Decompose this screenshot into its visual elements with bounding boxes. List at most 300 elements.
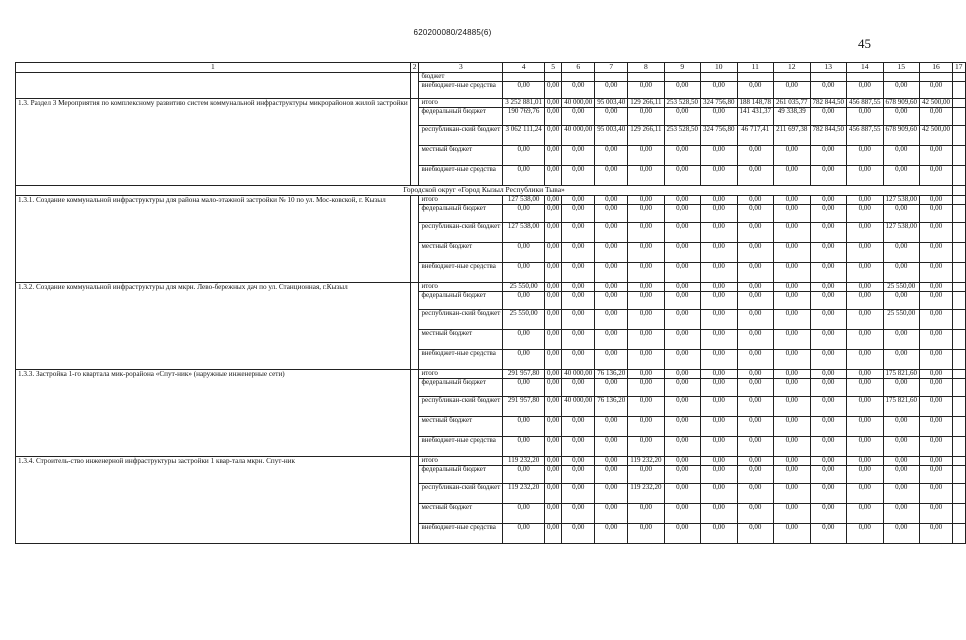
value-cell: 0,00 — [920, 242, 953, 262]
value-cell: 0,00 — [701, 81, 738, 98]
funding-source: республикан-ский бюджет — [419, 483, 503, 503]
value-cell: 0,00 — [562, 503, 595, 523]
value-cell: 0,00 — [664, 329, 701, 349]
value-cell — [595, 73, 628, 82]
value-cell: 0,00 — [883, 378, 920, 396]
value-cell: 0,00 — [595, 465, 628, 483]
value-cell: 0,00 — [883, 416, 920, 436]
value-cell: 0,00 — [920, 416, 953, 436]
value-cell: 0,00 — [628, 222, 664, 242]
value-cell: 0,00 — [920, 291, 953, 309]
value-cell: 0,00 — [810, 145, 847, 165]
column-header: 6 — [562, 63, 595, 73]
value-cell: 0,00 — [664, 291, 701, 309]
value-cell: 0,00 — [701, 369, 738, 378]
value-cell: 0,00 — [701, 282, 738, 291]
value-cell: 0,00 — [920, 222, 953, 242]
value-cell: 0,00 — [883, 291, 920, 309]
column-header: 14 — [847, 63, 884, 73]
empty-cell — [953, 349, 966, 369]
value-cell: 324 756,80 — [701, 125, 738, 145]
value-cell — [562, 73, 595, 82]
value-cell: 0,00 — [847, 503, 884, 523]
empty-cell — [953, 145, 966, 165]
value-cell: 0,00 — [503, 503, 545, 523]
column-header: 7 — [595, 63, 628, 73]
value-cell: 0,00 — [810, 349, 847, 369]
value-cell: 0,00 — [701, 436, 738, 456]
value-cell: 0,00 — [545, 378, 562, 396]
value-cell — [920, 73, 953, 82]
value-cell: 0,00 — [545, 483, 562, 503]
column-header-row — [16, 63, 966, 73]
value-cell: 42 500,00 — [920, 98, 953, 107]
funding-source: внебюджет-ные средства — [419, 436, 503, 456]
value-cell: 253 528,50 — [664, 125, 701, 145]
column-header: 8 — [628, 63, 664, 73]
column-2-cell — [410, 456, 419, 543]
value-cell: 0,00 — [847, 204, 884, 222]
event-title: 1.3. Раздел 3 Мероприятия по комплексному развитию систем коммунальной инфраструктуры микрорайонов жилой застройки — [16, 98, 411, 185]
empty-cell — [953, 503, 966, 523]
empty-cell — [953, 369, 966, 378]
funding-source: внебюджет-ные средства — [419, 349, 503, 369]
value-cell: 0,00 — [503, 145, 545, 165]
value-cell: 0,00 — [701, 483, 738, 503]
empty-cell — [953, 107, 966, 125]
value-cell: 0,00 — [545, 465, 562, 483]
value-cell: 119 232,20 — [503, 483, 545, 503]
value-cell: 0,00 — [562, 329, 595, 349]
value-cell: 0,00 — [737, 349, 774, 369]
empty-cell — [953, 125, 966, 145]
value-cell: 127 538,00 — [883, 222, 920, 242]
value-cell: 0,00 — [562, 222, 595, 242]
value-cell: 0,00 — [701, 503, 738, 523]
value-cell: 0,00 — [545, 145, 562, 165]
value-cell: 0,00 — [562, 436, 595, 456]
value-cell: 0,00 — [664, 396, 701, 416]
empty-cell — [953, 523, 966, 543]
value-cell: 0,00 — [883, 483, 920, 503]
value-cell: 40 000,00 — [562, 98, 595, 107]
value-cell: 0,00 — [664, 282, 701, 291]
funding-source: итого — [419, 98, 503, 107]
value-cell: 0,00 — [628, 282, 664, 291]
column-header: 15 — [883, 63, 920, 73]
value-cell: 0,00 — [595, 456, 628, 465]
value-cell: 0,00 — [774, 523, 811, 543]
value-cell — [701, 73, 738, 82]
value-cell: 0,00 — [774, 329, 811, 349]
value-cell: 0,00 — [774, 309, 811, 329]
value-cell: 0,00 — [774, 465, 811, 483]
section-divider-row — [16, 185, 966, 195]
value-cell: 25 550,00 — [503, 282, 545, 291]
value-cell: 0,00 — [883, 436, 920, 456]
value-cell: 0,00 — [920, 81, 953, 98]
value-cell: 0,00 — [847, 378, 884, 396]
funding-source: внебюджет-ные средства — [419, 262, 503, 282]
value-cell: 0,00 — [664, 81, 701, 98]
value-cell: 0,00 — [503, 378, 545, 396]
value-cell: 0,00 — [774, 81, 811, 98]
value-cell: 0,00 — [737, 222, 774, 242]
value-cell: 0,00 — [774, 436, 811, 456]
value-cell: 0,00 — [737, 262, 774, 282]
funding-source: республикан-ский бюджет — [419, 222, 503, 242]
section-divider: Городской округ «Город Кызыл Республики Тыва» — [16, 185, 953, 195]
value-cell: 0,00 — [595, 195, 628, 204]
value-cell: 0,00 — [664, 165, 701, 185]
value-cell: 0,00 — [595, 349, 628, 369]
value-cell: 0,00 — [701, 195, 738, 204]
value-cell: 0,00 — [545, 369, 562, 378]
funding-source: федеральный бюджет — [419, 465, 503, 483]
value-cell: 0,00 — [545, 523, 562, 543]
value-cell: 0,00 — [664, 222, 701, 242]
value-cell: 0,00 — [810, 107, 847, 125]
value-cell: 0,00 — [628, 107, 664, 125]
value-cell: 0,00 — [701, 145, 738, 165]
value-cell: 119 232,20 — [628, 483, 664, 503]
value-cell: 678 909,60 — [883, 98, 920, 107]
value-cell: 95 003,40 — [595, 98, 628, 107]
funding-source: бюджет — [419, 73, 503, 82]
value-cell: 0,00 — [737, 165, 774, 185]
value-cell: 0,00 — [810, 242, 847, 262]
value-cell: 0,00 — [847, 291, 884, 309]
value-cell: 0,00 — [774, 416, 811, 436]
funding-source: итого — [419, 456, 503, 465]
table-row — [16, 282, 966, 291]
value-cell: 0,00 — [503, 465, 545, 483]
value-cell: 119 232,20 — [503, 456, 545, 465]
value-cell: 0,00 — [883, 456, 920, 465]
column-header: 10 — [701, 63, 738, 73]
value-cell: 0,00 — [628, 396, 664, 416]
funding-source: федеральный бюджет — [419, 204, 503, 222]
value-cell: 0,00 — [562, 523, 595, 543]
value-cell: 0,00 — [562, 107, 595, 125]
value-cell: 0,00 — [664, 349, 701, 369]
value-cell: 0,00 — [883, 465, 920, 483]
value-cell: 0,00 — [810, 204, 847, 222]
empty-cell — [953, 73, 966, 82]
value-cell: 0,00 — [810, 282, 847, 291]
event-title: 1.3.1. Создание коммунальной инфраструктуры для района мало-этажной застройки № 10 по ул. Мос-ковской, г. Кызыл — [16, 195, 411, 282]
value-cell: 0,00 — [920, 369, 953, 378]
value-cell: 0,00 — [810, 262, 847, 282]
value-cell: 0,00 — [737, 81, 774, 98]
value-cell: 0,00 — [701, 416, 738, 436]
value-cell: 0,00 — [847, 282, 884, 291]
funding-source: итого — [419, 369, 503, 378]
table-row — [16, 195, 966, 204]
funding-source: местный бюджет — [419, 416, 503, 436]
value-cell: 0,00 — [545, 242, 562, 262]
value-cell — [737, 73, 774, 82]
value-cell: 0,00 — [664, 523, 701, 543]
value-cell: 0,00 — [628, 523, 664, 543]
column-header: 11 — [737, 63, 774, 73]
value-cell: 119 232,20 — [628, 456, 664, 465]
value-cell: 0,00 — [883, 81, 920, 98]
value-cell: 0,00 — [737, 465, 774, 483]
value-cell: 0,00 — [920, 436, 953, 456]
value-cell: 175 821,60 — [883, 396, 920, 416]
value-cell: 0,00 — [595, 165, 628, 185]
empty-cell — [953, 329, 966, 349]
value-cell: 0,00 — [810, 165, 847, 185]
value-cell: 0,00 — [920, 523, 953, 543]
value-cell: 0,00 — [503, 416, 545, 436]
empty-cell — [953, 416, 966, 436]
value-cell: 0,00 — [664, 416, 701, 436]
value-cell: 0,00 — [701, 396, 738, 416]
value-cell: 0,00 — [503, 291, 545, 309]
value-cell: 0,00 — [545, 396, 562, 416]
value-cell: 0,00 — [737, 436, 774, 456]
value-cell: 127 538,00 — [883, 195, 920, 204]
value-cell: 0,00 — [628, 378, 664, 396]
value-cell: 0,00 — [847, 396, 884, 416]
empty-cell — [953, 309, 966, 329]
value-cell: 0,00 — [774, 262, 811, 282]
value-cell: 0,00 — [562, 81, 595, 98]
empty-cell — [953, 396, 966, 416]
empty-cell — [953, 262, 966, 282]
funding-source: федеральный бюджет — [419, 378, 503, 396]
value-cell: 0,00 — [595, 107, 628, 125]
value-cell: 0,00 — [847, 465, 884, 483]
column-2-cell — [410, 195, 419, 282]
value-cell — [664, 73, 701, 82]
value-cell: 0,00 — [701, 309, 738, 329]
value-cell: 0,00 — [595, 262, 628, 282]
column-header: 5 — [545, 63, 562, 73]
value-cell: 0,00 — [883, 204, 920, 222]
value-cell: 0,00 — [883, 242, 920, 262]
empty-cell — [953, 222, 966, 242]
value-cell: 0,00 — [628, 165, 664, 185]
event-title: 1.3.3. Застройка 1-го квартала мик-рорайона «Спут-ник» (наружные инженерные сети) — [16, 369, 411, 456]
value-cell: 0,00 — [920, 204, 953, 222]
event-title: 1.3.2. Создание коммунальной инфраструктуры для мкрн. Лево-бережных дач по ул. Станционная, г.Кызыл — [16, 282, 411, 369]
value-cell: 0,00 — [503, 204, 545, 222]
value-cell: 0,00 — [664, 309, 701, 329]
value-cell: 0,00 — [628, 329, 664, 349]
value-cell: 0,00 — [545, 282, 562, 291]
value-cell: 0,00 — [628, 145, 664, 165]
value-cell: 0,00 — [774, 483, 811, 503]
value-cell: 0,00 — [545, 291, 562, 309]
value-cell: 0,00 — [545, 195, 562, 204]
value-cell: 0,00 — [545, 107, 562, 125]
value-cell: 0,00 — [562, 282, 595, 291]
value-cell: 0,00 — [883, 329, 920, 349]
funding-source: республикан-ский бюджет — [419, 309, 503, 329]
value-cell: 0,00 — [595, 523, 628, 543]
value-cell: 0,00 — [701, 329, 738, 349]
value-cell: 253 528,50 — [664, 98, 701, 107]
value-cell: 0,00 — [920, 378, 953, 396]
value-cell: 175 821,60 — [883, 369, 920, 378]
value-cell: 0,00 — [562, 195, 595, 204]
value-cell: 0,00 — [810, 523, 847, 543]
value-cell: 0,00 — [545, 329, 562, 349]
value-cell: 0,00 — [737, 523, 774, 543]
funding-source: местный бюджет — [419, 242, 503, 262]
value-cell: 0,00 — [774, 369, 811, 378]
value-cell: 127 538,00 — [503, 222, 545, 242]
value-cell: 0,00 — [847, 483, 884, 503]
event-title — [16, 73, 411, 99]
value-cell: 0,00 — [737, 242, 774, 262]
value-cell: 0,00 — [883, 107, 920, 125]
value-cell: 0,00 — [503, 242, 545, 262]
value-cell: 0,00 — [628, 416, 664, 436]
value-cell: 0,00 — [883, 523, 920, 543]
value-cell: 0,00 — [737, 204, 774, 222]
value-cell: 0,00 — [737, 282, 774, 291]
value-cell: 0,00 — [628, 309, 664, 329]
value-cell: 0,00 — [664, 436, 701, 456]
value-cell: 0,00 — [847, 369, 884, 378]
value-cell: 0,00 — [701, 291, 738, 309]
value-cell: 0,00 — [595, 242, 628, 262]
value-cell: 0,00 — [774, 282, 811, 291]
column-2-cell — [410, 282, 419, 369]
value-cell: 0,00 — [774, 195, 811, 204]
value-cell: 0,00 — [774, 242, 811, 262]
value-cell: 0,00 — [920, 195, 953, 204]
value-cell — [545, 73, 562, 82]
value-cell: 0,00 — [920, 483, 953, 503]
value-cell: 0,00 — [595, 291, 628, 309]
table-row — [16, 98, 966, 107]
value-cell: 0,00 — [545, 456, 562, 465]
empty-cell — [953, 81, 966, 98]
value-cell: 188 148,78 — [737, 98, 774, 107]
value-cell: 76 136,20 — [595, 369, 628, 378]
value-cell: 0,00 — [545, 125, 562, 145]
value-cell: 0,00 — [562, 416, 595, 436]
value-cell: 95 003,40 — [595, 125, 628, 145]
value-cell: 0,00 — [545, 262, 562, 282]
column-2-cell — [410, 98, 419, 185]
value-cell: 0,00 — [664, 195, 701, 204]
funding-source: местный бюджет — [419, 145, 503, 165]
value-cell: 141 431,37 — [737, 107, 774, 125]
value-cell: 25 550,00 — [883, 282, 920, 291]
column-2-cell — [410, 73, 419, 99]
value-cell: 0,00 — [920, 309, 953, 329]
value-cell: 0,00 — [562, 145, 595, 165]
table-row — [16, 369, 966, 378]
value-cell: 456 887,55 — [847, 98, 884, 107]
value-cell: 3 252 881,01 — [503, 98, 545, 107]
value-cell: 0,00 — [810, 329, 847, 349]
value-cell: 0,00 — [562, 242, 595, 262]
value-cell: 0,00 — [920, 262, 953, 282]
value-cell: 782 844,50 — [810, 125, 847, 145]
value-cell: 0,00 — [737, 503, 774, 523]
value-cell: 0,00 — [810, 503, 847, 523]
page-number: 45 — [858, 36, 871, 51]
value-cell: 0,00 — [847, 436, 884, 456]
value-cell: 0,00 — [628, 204, 664, 222]
value-cell: 0,00 — [847, 81, 884, 98]
value-cell: 0,00 — [883, 349, 920, 369]
funding-source: федеральный бюджет — [419, 291, 503, 309]
funding-source: внебюджет-ные средства — [419, 165, 503, 185]
value-cell: 0,00 — [810, 456, 847, 465]
value-cell: 0,00 — [810, 436, 847, 456]
value-cell: 0,00 — [774, 291, 811, 309]
value-cell: 0,00 — [628, 503, 664, 523]
value-cell: 0,00 — [545, 165, 562, 185]
value-cell: 0,00 — [628, 349, 664, 369]
value-cell: 0,00 — [664, 465, 701, 483]
value-cell: 0,00 — [664, 262, 701, 282]
column-header: 16 — [920, 63, 953, 73]
value-cell: 0,00 — [701, 204, 738, 222]
value-cell: 0,00 — [883, 262, 920, 282]
column-header: 12 — [774, 63, 811, 73]
value-cell: 0,00 — [847, 107, 884, 125]
table-row — [16, 73, 966, 82]
value-cell: 0,00 — [847, 309, 884, 329]
empty-cell — [953, 98, 966, 107]
funding-source: местный бюджет — [419, 503, 503, 523]
column-header: 3 — [419, 63, 503, 73]
value-cell: 0,00 — [562, 309, 595, 329]
value-cell: 25 550,00 — [883, 309, 920, 329]
value-cell: 0,00 — [595, 416, 628, 436]
value-cell: 0,00 — [810, 222, 847, 242]
value-cell: 0,00 — [664, 483, 701, 503]
value-cell: 0,00 — [810, 195, 847, 204]
value-cell: 0,00 — [737, 396, 774, 416]
value-cell: 0,00 — [595, 309, 628, 329]
value-cell: 0,00 — [701, 222, 738, 242]
value-cell: 40 000,00 — [562, 369, 595, 378]
value-cell: 0,00 — [920, 329, 953, 349]
value-cell: 0,00 — [774, 378, 811, 396]
value-cell: 0,00 — [664, 145, 701, 165]
value-cell: 0,00 — [737, 145, 774, 165]
value-cell: 0,00 — [545, 222, 562, 242]
value-cell: 129 266,11 — [628, 125, 664, 145]
value-cell: 0,00 — [737, 329, 774, 349]
value-cell: 0,00 — [737, 483, 774, 503]
value-cell: 0,00 — [562, 349, 595, 369]
value-cell: 190 769,76 — [503, 107, 545, 125]
value-cell: 0,00 — [628, 195, 664, 204]
value-cell: 0,00 — [847, 349, 884, 369]
empty-cell — [953, 291, 966, 309]
value-cell: 0,00 — [545, 98, 562, 107]
funding-source: федеральный бюджет — [419, 107, 503, 125]
value-cell — [810, 73, 847, 82]
value-cell: 0,00 — [701, 456, 738, 465]
value-cell: 0,00 — [701, 465, 738, 483]
empty-cell — [953, 282, 966, 291]
value-cell: 0,00 — [595, 81, 628, 98]
value-cell: 25 550,00 — [503, 309, 545, 329]
value-cell: 0,00 — [847, 416, 884, 436]
